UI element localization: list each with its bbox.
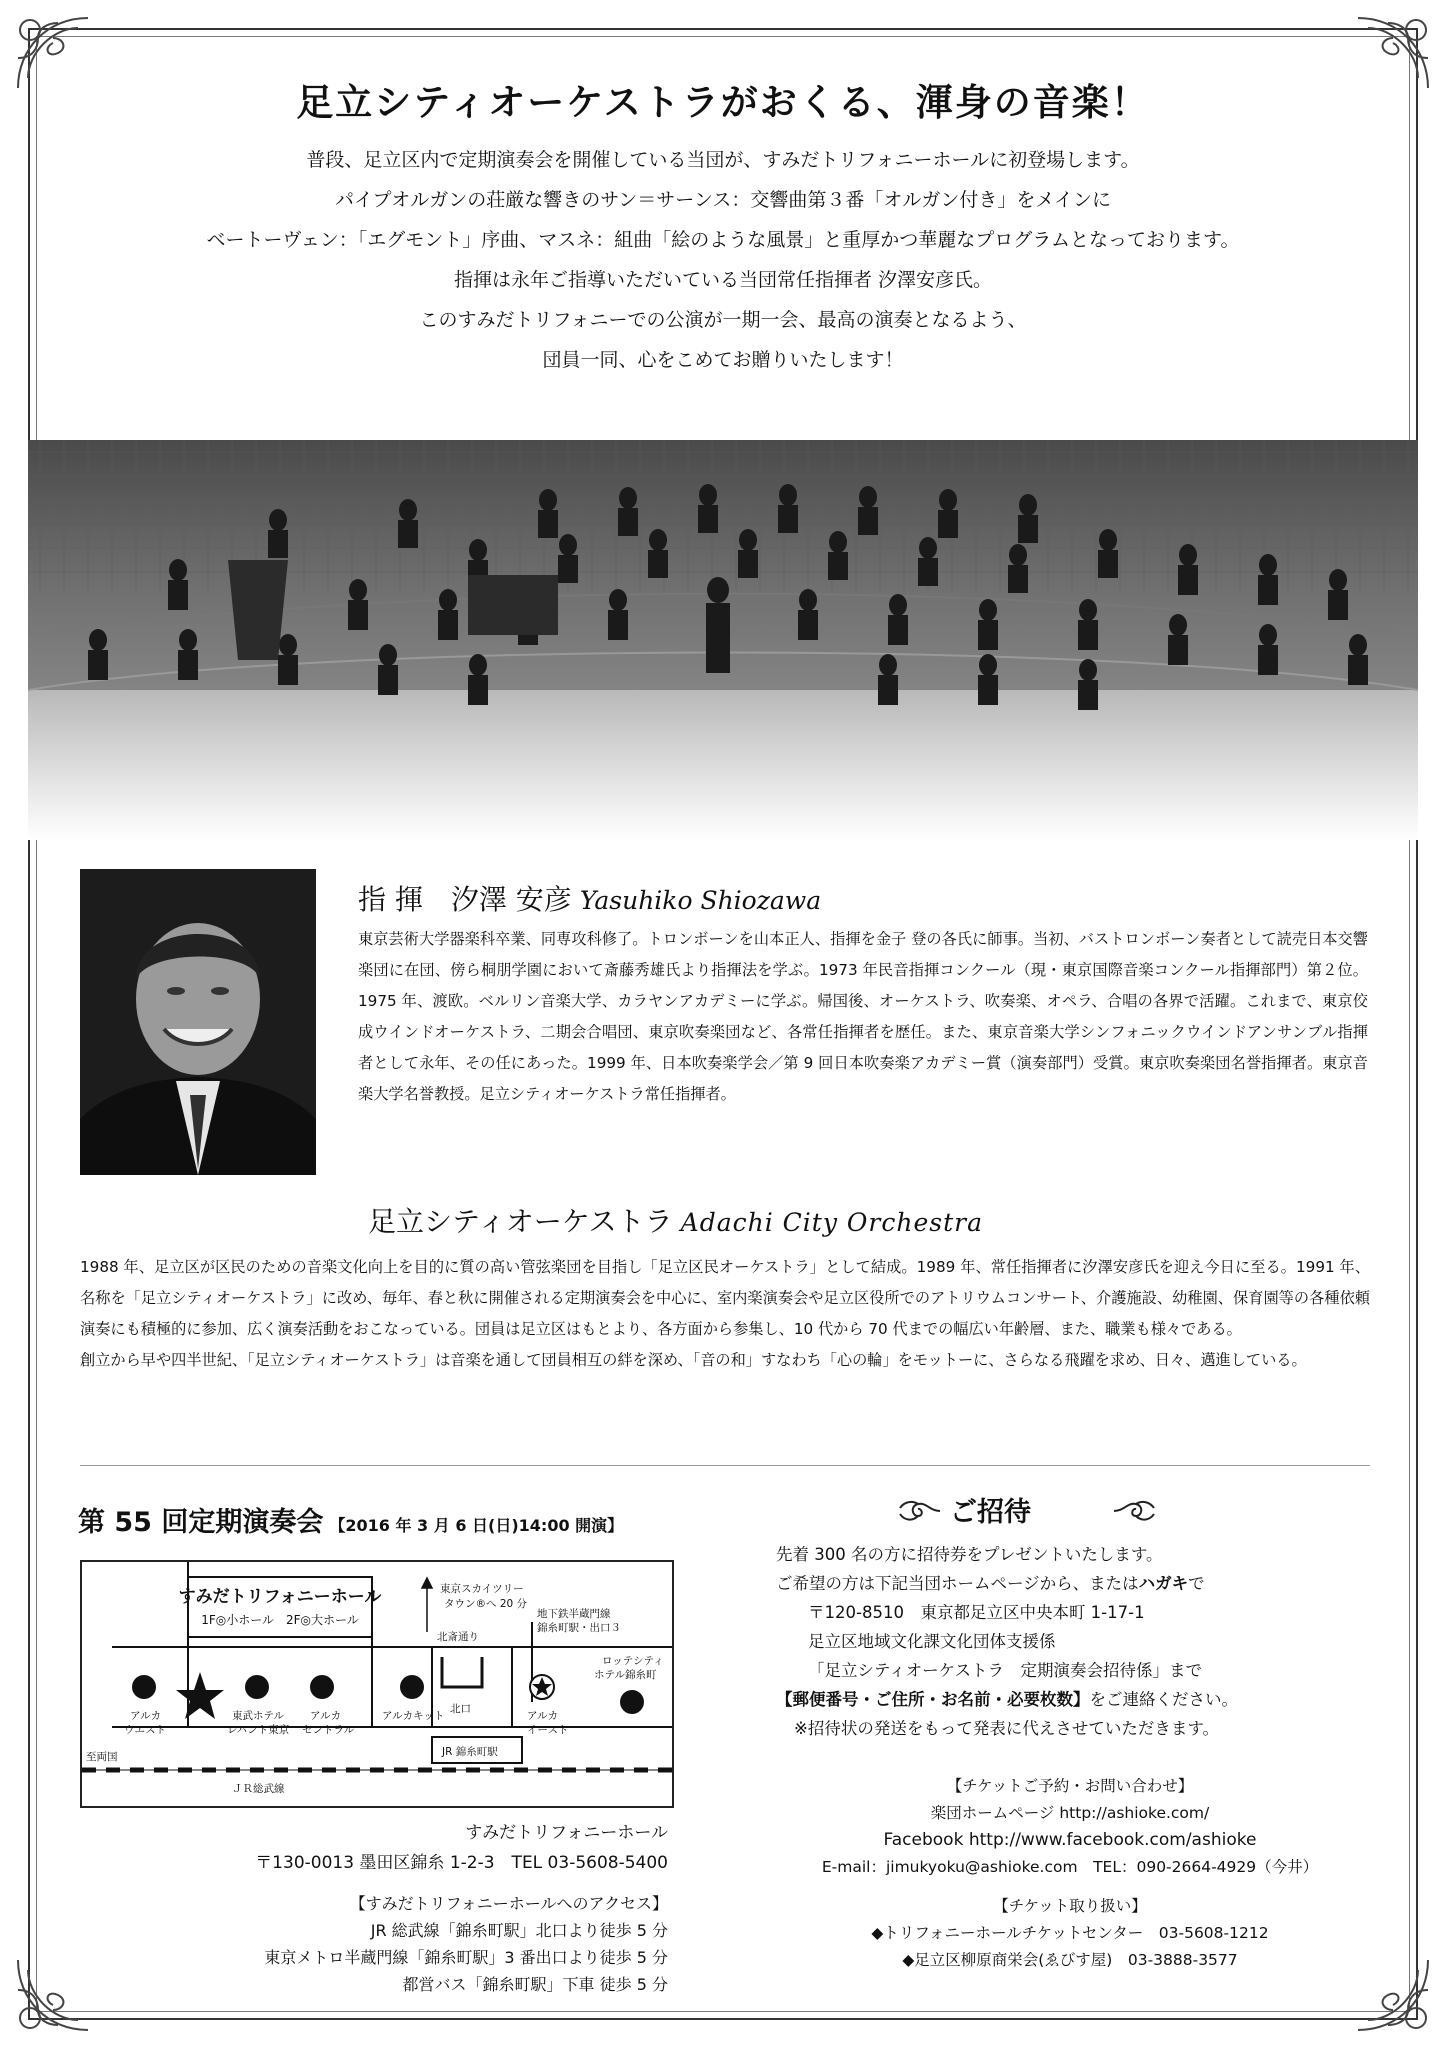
facebook-label: Facebook <box>883 1830 964 1850</box>
contact-line: E-mail：jimukyoku@ashioke.com TEL：090-2664-4929（今井） <box>821 1858 1319 1876</box>
invitation-line <box>776 1569 1376 1598</box>
facebook-line <box>770 1827 1370 1854</box>
invitation-address: 足立区地域文化課文化団体支援係 <box>808 1632 1056 1651</box>
ornament-icon <box>896 1498 942 1524</box>
map-arca-central-2: セントラル <box>302 1724 355 1736</box>
map-tobu-2: レバント東京 <box>227 1724 290 1736</box>
sales-title: 【チケット取り扱い】 <box>993 1897 1147 1915</box>
orchestra-bio <box>80 1252 1370 1376</box>
venue-access <box>150 1890 668 1998</box>
map-subway-1: 地下鉄半蔵門線 <box>537 1608 611 1620</box>
ticket-info <box>770 1773 1370 1974</box>
map-skytree-1: 東京スカイツリー <box>440 1583 524 1595</box>
ticket-outlet: ◆足立区柳原商栄会(ゑびす屋) 03-3888-3577 <box>902 1951 1238 1969</box>
invitation-required-info: 【郵便番号・ご住所・お名前・必要枚数】 <box>776 1690 1090 1709</box>
intro-text <box>80 140 1366 380</box>
orchestra-bio-paragraph: 創立から早や四半世紀、「足立シティオーケストラ」は音楽を通して団員相互の絆を深め、「音の和」すなわち「心の輪」をモットーに、さらなる飛躍を求め、日々、邁進している。 <box>80 1351 1307 1369</box>
invitation-line: 先着 300 名の方に招待券をプレゼントいたします。 <box>776 1545 1163 1564</box>
invitation-text <box>776 1540 1376 1743</box>
map-hall-sub: 1F◎小ホール 2F◎大ホール <box>201 1613 359 1627</box>
concert-title: 第 55 回定期演奏会 <box>78 1507 324 1538</box>
concert-date: 【2016 年 3 月 6 日(日)14:00 開演】 <box>329 1516 624 1535</box>
map-arca-west-2: ウエスト <box>124 1724 166 1736</box>
conductor-name-ja: 指 揮 汐澤 安彦 <box>358 883 572 916</box>
access-map <box>80 1560 674 1808</box>
map-sobu-line: ＪＲ総武線 <box>232 1783 285 1795</box>
invitation-address: 「足立シティオーケストラ 定期演奏会招待係」まで <box>808 1661 1203 1680</box>
map-arca-central-1: アルカ <box>310 1710 342 1722</box>
map-arca-kit: アルカキット <box>382 1710 445 1722</box>
orchestra-bio-paragraph: 1988 年、足立区が区民のための音楽文化向上を目的に質の高い管弦楽団を目指し「足立区民オーケストラ」として結成。1989 年、常任指揮者に汐澤安彦氏を迎え今日に至る。1991 年、名称を「足立シティオーケストラ」に改め、毎年、春と秋に開催される定期演奏会を中心に、室内楽演奏会や足立区役所でのアトリウムコンサート、介護施設、幼稚園、保育園等の各種依頼演奏にも積極的に参加、広く演奏活動をおこなっている。団員は足立区はもとより、各方面から参集し、10 代から 70 代までの幅広い年齢層、また、職業も様々である。 <box>80 1258 1371 1338</box>
orchestra-name-en: Adachi City Orchestra <box>680 1208 983 1237</box>
invitation-note: ※招待状の発送をもって発表に代えさせていただきます。 <box>794 1719 1220 1738</box>
map-jr-station: JR 錦糸町駅 <box>442 1746 498 1758</box>
map-arca-west-1: アルカ <box>130 1710 162 1722</box>
invitation-line <box>776 1685 1376 1714</box>
map-subway-2: 錦糸町駅・出口３ <box>537 1622 621 1634</box>
access-title: 【すみだトリフォニーホールへのアクセス】 <box>349 1894 668 1913</box>
intro-line: このすみだトリフォニーでの公演が一期一会、最高の演奏となるよう、 <box>419 309 1027 331</box>
venue-address: 〒130-0013 墨田区錦糸 1-2-3 TEL 03-5608-5400 <box>255 1853 668 1873</box>
map-arca-east-2: イースト <box>527 1724 569 1736</box>
headline: 足立シティオーケストラがおくる、渾身の音楽！ <box>296 80 1150 124</box>
access-line: JR 総武線「錦糸町駅」北口より徒歩 5 分 <box>370 1921 668 1940</box>
ticket-outlet: ◆トリフォニーホールチケットセンター 03-5608-1212 <box>871 1924 1269 1942</box>
map-tobu-1: 東武ホテル <box>232 1710 284 1722</box>
venue-name: すみだトリフォニーホール <box>465 1823 668 1843</box>
invitation-line-part: をご連絡ください。 <box>1089 1690 1238 1709</box>
ornament-icon <box>1112 1498 1158 1524</box>
intro-line: パイプオルガンの荘厳な響きのサン＝サーンス：交響曲第３番「オルガン付き」をメインに <box>335 189 1111 211</box>
intro-line: ベートーヴェン：「エグモント」序曲、マスネ：組曲「絵のような風景」と重厚かつ華麗なプログラムとなっております。 <box>206 229 1240 251</box>
orchestra-name-ja: 足立シティオーケストラ <box>368 1205 673 1238</box>
access-line: 東京メトロ半蔵門線「錦糸町駅」3 番出口より徒歩 5 分 <box>264 1948 668 1967</box>
facebook-link[interactable]: http://www.facebook.com/ashioke <box>968 1830 1257 1850</box>
invitation-line-part: ご希望の方は下記当団ホームページから、または <box>776 1574 1139 1593</box>
map-kitaguchi: 北口 <box>450 1703 471 1715</box>
orchestra-photo <box>28 440 1418 840</box>
map-lotte-2: ホテル錦糸町 <box>594 1669 657 1681</box>
map-lotte-1: ロッテシティ <box>602 1655 664 1667</box>
map-ryogoku: 至両国 <box>86 1751 118 1763</box>
concert-heading <box>78 1500 623 1539</box>
map-arca-east-1: アルカ <box>527 1710 559 1722</box>
invitation-address: 〒120-8510 東京都足立区中央本町 1-17-1 <box>808 1603 1145 1622</box>
conductor-bio: 東京芸術大学器楽科卒業、同専攻科修了。トロンボーンを山本正人、指揮を金子 登の各氏に師事。当初、バストロンボーン奏者として読売日本交響楽団に在団、傍ら桐朋学園において斎藤秀雄氏より指揮法を学ぶ。1973 年民音指揮コンクール（現・東京国際音楽コンクール指揮部門）第２位。1975 年、渡欧。ベルリン音楽大学、カラヤンアカデミーに学ぶ。帰国後、オーケストラ、吹奏楽、オペラ、合唱の各界で活躍。これまで、東京佼成ウインドオーケストラ、二期会合唱団、東京吹奏楽団など、各常任指揮者を歴任。また、東京音楽大学シンフォニックウインドアンサンブル指揮者として永年、その任にあった。1999 年、日本吹奏楽学会／第 9 回日本吹奏楽アカデミー賞（演奏部門）受賞。東京吹奏楽団名誉指揮者。東京音楽大学名誉教授。足立シティオーケストラ常任指揮者。 <box>358 930 1368 1103</box>
conductor-title <box>358 878 821 918</box>
invitation-line-part: で <box>1188 1574 1205 1593</box>
intro-line: 指揮は永年ご指導いただいている当団常任指揮者 汐澤安彦氏。 <box>453 269 993 291</box>
conductor-portrait <box>80 869 316 1175</box>
invitation-postcard: ハガキ <box>1138 1574 1189 1593</box>
intro-line: 普段、足立区内で定期演奏会を開催している当団が、すみだトリフォニーホールに初登場します。 <box>306 149 1140 171</box>
homepage-link[interactable]: 楽団ホームページ http://ashioke.com/ <box>930 1804 1210 1822</box>
venue-info <box>150 1818 668 1878</box>
inquiry-title: 【チケットご予約・お問い合わせ】 <box>946 1777 1194 1795</box>
orchestra-title <box>368 1200 983 1240</box>
corner-ornament <box>8 1950 98 2040</box>
intro-line: 団員一同、心をこめてお贈りいたします！ <box>542 349 904 371</box>
section-divider <box>80 1465 1370 1466</box>
map-hall-name: すみだトリフォニーホール <box>178 1587 382 1607</box>
map-kitasho: 北斎通り <box>437 1631 479 1643</box>
map-skytree-2: タウン®へ 20 分 <box>444 1598 528 1610</box>
conductor-name-en: Yasuhiko Shiozawa <box>579 886 822 915</box>
invitation-title: ご招待 <box>950 1497 1031 1528</box>
access-line: 都営バス「錦糸町駅」下車 徒歩 5 分 <box>402 1975 668 1994</box>
